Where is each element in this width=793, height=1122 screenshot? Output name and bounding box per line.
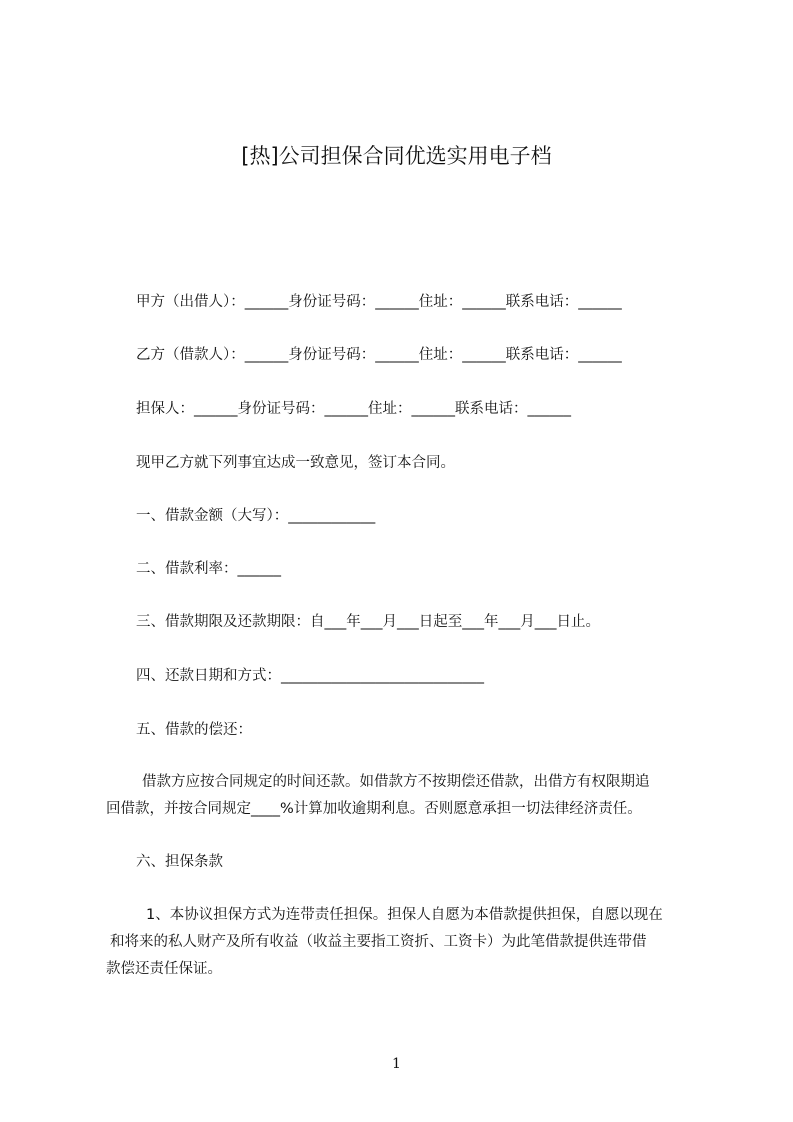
guarantee-item-1-line-3: 款偿还责任保证。	[106, 961, 222, 977]
party-b-line: 乙方（借款人）：______身份证号码：______住址：______联系电话：______	[136, 347, 622, 363]
guarantor-line: 担保人：______身份证号码：______住址：______联系电话：______	[136, 401, 571, 417]
clause-repayment-method: 四、还款日期和方式：____________________________	[136, 668, 484, 684]
document-title: [热]公司担保合同优选实用电子档	[241, 144, 552, 168]
clause-repayment-body-line-1: 借款方应按合同规定的时间还款。如借款方不按期偿还借款，出借方有权限期追	[142, 774, 650, 790]
clause-interest-rate: 二、借款利率：______	[136, 561, 281, 577]
guarantee-item-1-line-2: 和将来的私人财产及所有收益（收益主要指工资折、工资卡）为此笔借款提供连带借	[110, 934, 647, 950]
clause-loan-amount: 一、借款金额（大写）：____________	[136, 508, 376, 524]
page-number: 1	[392, 1056, 401, 1072]
clause-guarantee-heading: 六、担保条款	[136, 854, 223, 870]
intro-paragraph: 现甲乙方就下列事宜达成一致意见，签订本合同。	[136, 455, 455, 471]
party-a-line: 甲方（出借人）：______身份证号码：______住址：______联系电话：______	[136, 294, 622, 310]
clause-repayment-body-line-2: 回借款，并按合同规定____%计算加收逾期利息。否则愿意承担一切法律经济责任。	[106, 801, 642, 817]
guarantee-item-1-line-1: 1、本协议担保方式为连带责任担保。担保人自愿为本借款提供担保，自愿以现在	[146, 907, 663, 923]
clause-loan-term: 三、借款期限及还款期限：自___年___月___日起至___年___月___日止。	[136, 614, 600, 630]
clause-repayment-heading: 五、借款的偿还：	[136, 722, 252, 738]
